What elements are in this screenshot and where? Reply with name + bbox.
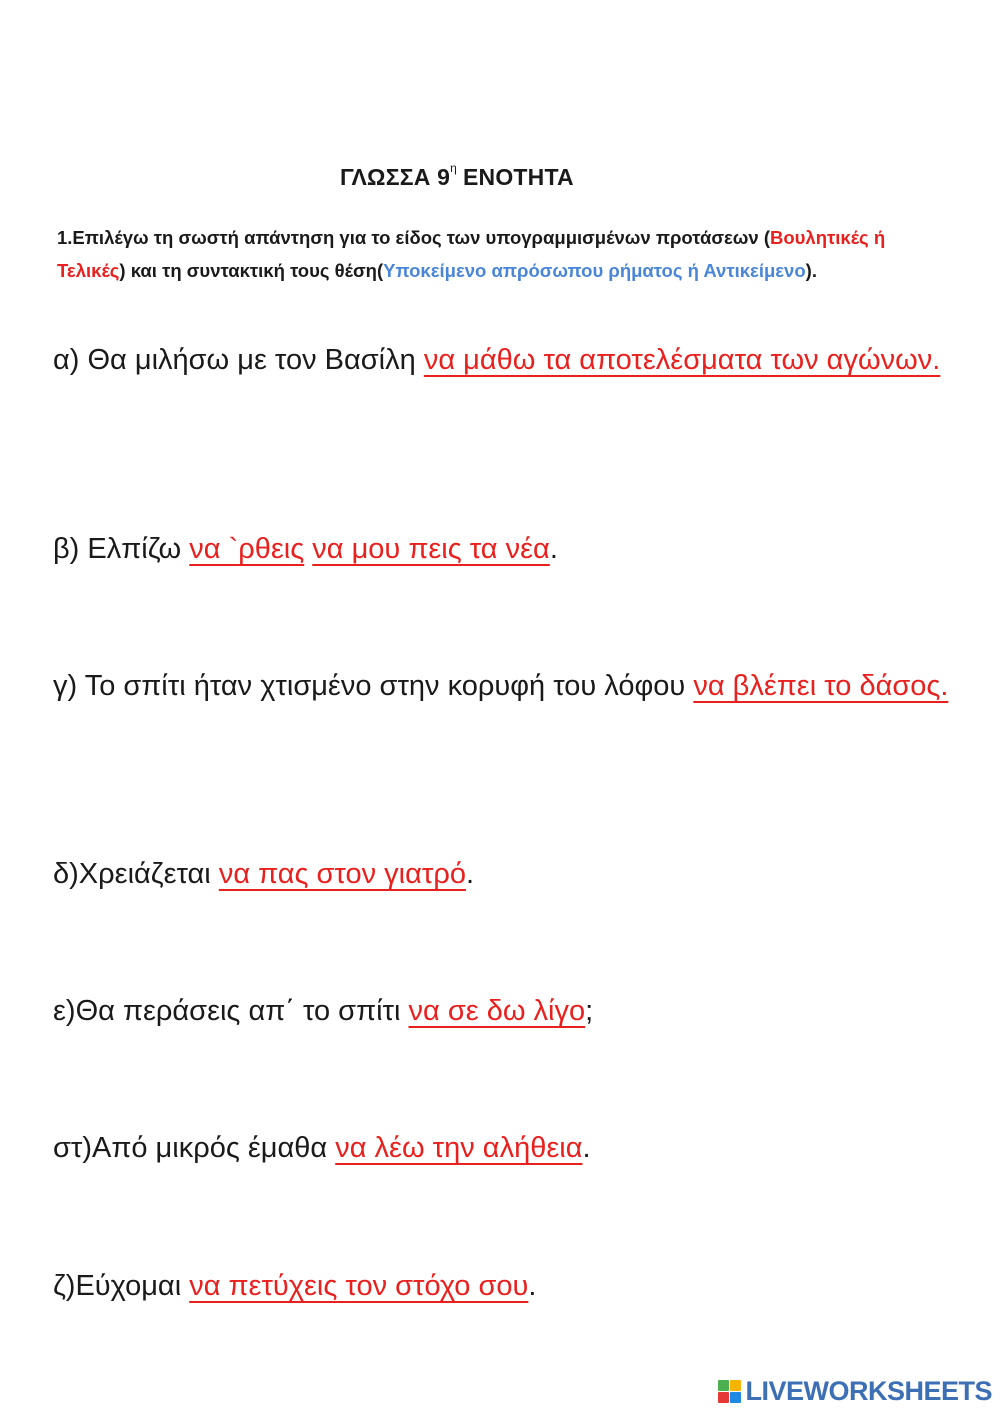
exercise-instructions <box>57 221 937 287</box>
instructions-text-1: 1.Επιλέγω τη σωστή απάντηση για το είδος των υπογραμμισμένων προτάσεων ( <box>57 227 770 248</box>
underlined-clause[interactable]: να σε δω λίγο <box>408 995 586 1027</box>
logo-text: LIVEWORKSHEETS <box>745 1376 992 1406</box>
sentence-a <box>53 334 968 386</box>
underlined-clause[interactable]: να μάθω τα αποτελέσματα των αγώνων. <box>423 344 941 376</box>
sentence-text: ζ)Εύχομαι <box>53 1270 190 1302</box>
sentence-text: α) Θα μιλήσω με τον Βασίλη <box>53 344 424 376</box>
sentence-text: β) Ελπίζω <box>53 533 190 565</box>
sentence-punctuation: . <box>465 858 475 890</box>
sentence-punctuation: . <box>549 533 558 565</box>
underlined-clause[interactable]: να `ρθεις <box>189 533 305 565</box>
logo-blocks-icon <box>718 1380 741 1403</box>
clause-type-options: Βουλητικές ή Τελικές <box>57 227 886 281</box>
sentence-z <box>53 1260 968 1312</box>
logo-block <box>718 1392 729 1403</box>
underlined-clause[interactable]: να πετύχεις τον στόχο σου <box>189 1270 529 1302</box>
sentence-st <box>53 1122 968 1174</box>
underlined-clause[interactable]: να λέω την αλήθεια <box>335 1132 583 1164</box>
instructions-text-3: ). <box>805 260 817 281</box>
title-suffix: ΕΝΟΤΗΤΑ <box>462 164 574 190</box>
title-superscript: η <box>450 161 457 176</box>
sentence-punctuation: ; <box>585 995 594 1027</box>
title-text: ΓΛΩΣΣΑ 9 <box>340 164 451 190</box>
logo-block <box>718 1380 729 1391</box>
logo-block <box>730 1380 741 1391</box>
sentence-d <box>53 848 968 900</box>
logo-block <box>730 1392 741 1403</box>
underlined-clause[interactable]: να πας στον γιατρό <box>218 858 466 890</box>
underlined-clause[interactable]: να μου πεις τα νέα <box>312 533 550 565</box>
sentence-punctuation: . <box>582 1132 591 1164</box>
sentence-b <box>53 523 968 575</box>
liveworksheets-logo[interactable] <box>718 1376 992 1407</box>
sentence-text: στ)Από μικρός έμαθα <box>53 1132 336 1164</box>
sentence-g <box>53 660 968 712</box>
syntactic-role-options: Υποκείμενο απρόσωπου ρήματος ή Αντικείμενο <box>383 260 806 281</box>
sentence-e <box>53 985 968 1037</box>
sentence-punctuation: . <box>528 1270 537 1302</box>
page-title <box>340 161 574 191</box>
instructions-text-2: ) και τη συντακτική τους θέση( <box>119 260 384 281</box>
sentence-text: δ)Χρειάζεται <box>53 858 219 890</box>
sentence-text: ε)Θα περάσεις απ΄ το σπίτι <box>53 995 409 1027</box>
underlined-clause[interactable]: να βλέπει το δάσος. <box>693 670 949 702</box>
sentence-text: γ) Το σπίτι ήταν χτισμένο στην κορυφή του λόφου <box>53 670 694 702</box>
